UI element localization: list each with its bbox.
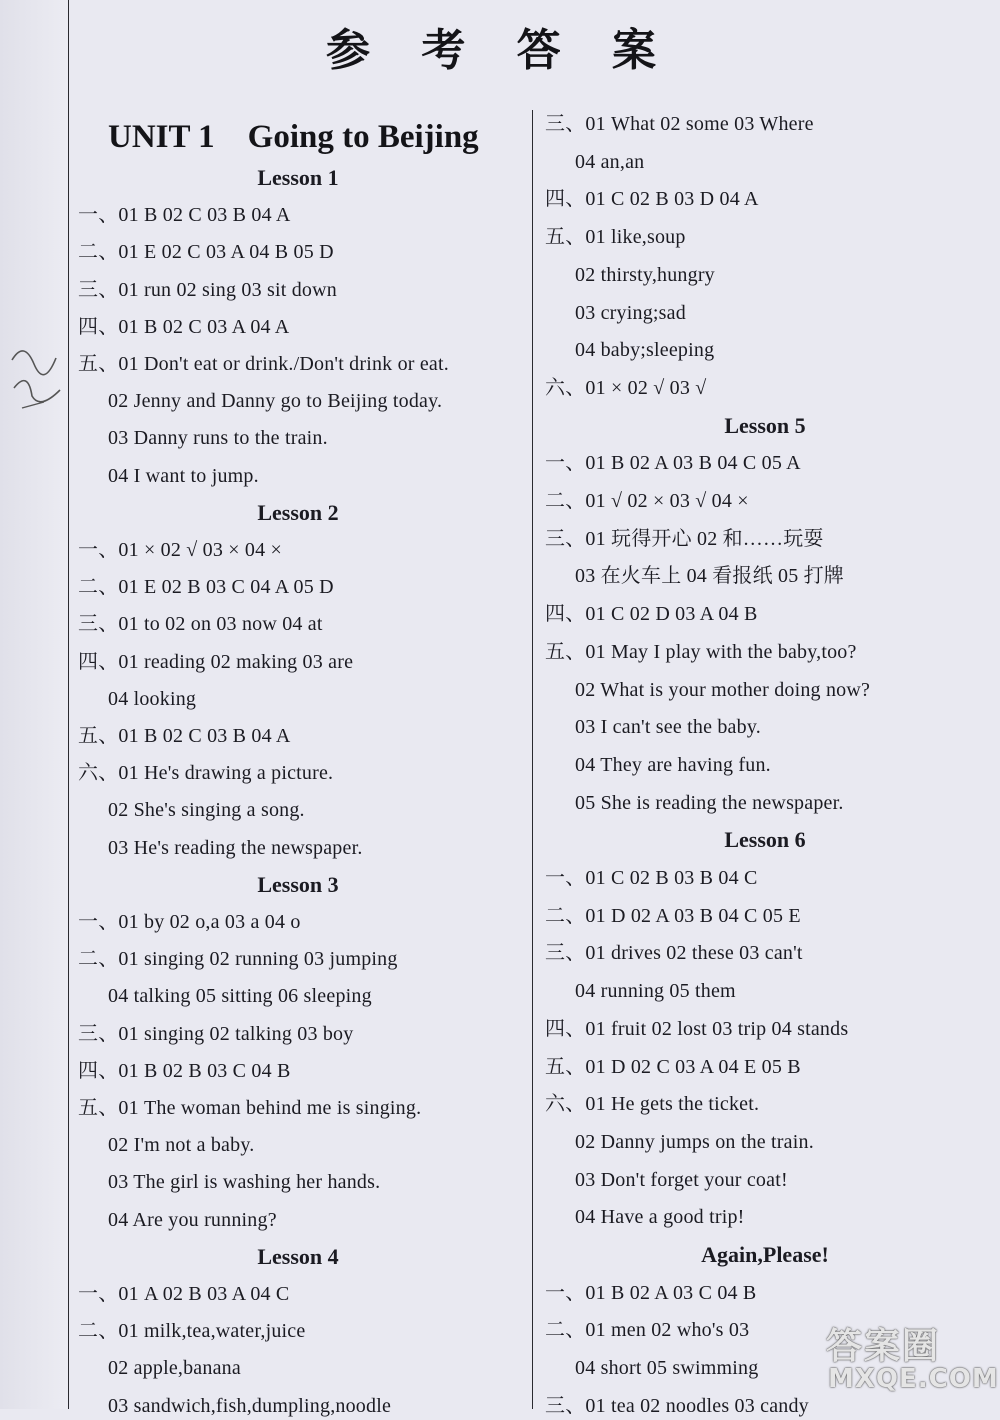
answer-line: 四、01 B 02 B 03 C 04 B xyxy=(78,1059,291,1082)
answer-line: 六、01 × 02 √ 03 √ xyxy=(545,376,707,399)
column-divider xyxy=(532,110,533,1409)
answer-line: 03 I can't see the baby. xyxy=(575,716,761,739)
answer-line: 02 Jenny and Danny go to Beijing today. xyxy=(108,390,443,413)
answer-line: 三、01 tea 02 noodles 03 candy xyxy=(545,1394,809,1417)
answer-line: 05 She is reading the newspaper. xyxy=(575,791,844,814)
unit-title: UNIT 1 Going to Beijing xyxy=(108,119,479,155)
answer-line: 一、01 A 02 B 03 A 04 C xyxy=(78,1283,290,1305)
binding-margin xyxy=(0,0,69,1409)
answer-line: 04 an,an xyxy=(575,150,645,173)
answer-line: 三、01 run 02 sing 03 sit down xyxy=(78,278,337,301)
lesson-heading: Lesson 1 xyxy=(257,165,339,190)
answer-line: 五、01 like,soup xyxy=(545,226,686,249)
answer-line: 三、01 to 02 on 03 now 04 at xyxy=(78,613,323,636)
lesson-heading: Lesson 6 xyxy=(724,827,806,853)
answer-line: 三、01 玩得开心 02 和……玩耍 xyxy=(545,527,824,550)
answer-line: 四、01 B 02 C 03 A 04 A xyxy=(78,315,290,338)
answer-line: 六、01 He gets the ticket. xyxy=(545,1093,760,1116)
answer-line: 二、01 E 02 B 03 C 04 A 05 D xyxy=(78,576,334,599)
lesson-heading: Lesson 2 xyxy=(257,499,339,525)
answer-line: 02 I'm not a baby. xyxy=(108,1134,255,1157)
answer-line: 一、01 C 02 B 03 B 04 C xyxy=(545,867,758,889)
answer-line: 三、01 drives 02 these 03 can't xyxy=(545,942,803,965)
page-title: 参 考 答 案 xyxy=(326,25,674,76)
answer-line: 04 They are having fun. xyxy=(575,753,771,776)
answer-line: 04 Are you running? xyxy=(108,1208,277,1231)
answer-line: 03 crying;sad xyxy=(575,301,686,324)
answer-line: 二、01 men 02 who's 03 xyxy=(545,1319,750,1342)
answer-line: 一、01 B 02 C 03 B 04 A xyxy=(78,204,291,227)
answer-line: 04 baby;sleeping xyxy=(575,339,715,362)
answer-line: 四、01 fruit 02 lost 03 trip 04 stands xyxy=(545,1017,849,1040)
answer-line: 二、01 milk,tea,water,juice xyxy=(78,1320,306,1343)
answer-line: 五、01 Don't eat or drink./Don't drink or eat. xyxy=(78,353,449,375)
answer-line: 二、01 D 02 A 03 B 04 C 05 E xyxy=(545,904,801,927)
watermark-sub: MXQE.COM xyxy=(828,1364,999,1394)
watermark-main: 答案圈 xyxy=(826,1326,941,1367)
answer-line: 04 I want to jump. xyxy=(108,464,259,487)
answer-line: 三、01 What 02 some 03 Where xyxy=(545,113,814,135)
answer-line: 03 Don't forget your coat! xyxy=(575,1168,788,1191)
answer-line: 五、01 B 02 C 03 B 04 A xyxy=(78,725,291,747)
watermark-logo xyxy=(822,1318,999,1400)
answer-line: 04 short 05 swimming xyxy=(575,1357,759,1380)
answer-line: 02 She's singing a song. xyxy=(108,799,305,822)
answer-line: 二、01 E 02 C 03 A 04 B 05 D xyxy=(78,241,334,264)
answer-line: 一、01 B 02 A 03 B 04 C 05 A xyxy=(545,452,801,475)
answer-line: 五、01 D 02 C 03 A 04 E 05 B xyxy=(545,1055,801,1078)
lesson-heading: Lesson 4 xyxy=(257,1243,339,1269)
lesson-heading: Lesson 5 xyxy=(724,412,806,438)
answer-line: 04 Have a good trip! xyxy=(575,1206,745,1229)
answer-line: 六、01 He's drawing a picture. xyxy=(78,762,334,785)
answer-line: 一、01 by 02 o,a 03 a 04 o xyxy=(78,911,301,933)
lesson-heading: Again,Please! xyxy=(701,1242,829,1267)
answer-line: 三、01 singing 02 talking 03 boy xyxy=(78,1022,354,1045)
lesson-heading: Lesson 3 xyxy=(257,871,339,897)
answer-line: 五、01 May I play with the baby,too? xyxy=(545,640,857,663)
answer-line: 04 looking xyxy=(108,687,197,710)
answer-line: 四、01 C 02 B 03 D 04 A xyxy=(545,188,759,211)
answer-line: 四、01 reading 02 making 03 are xyxy=(78,650,354,673)
answer-line: 02 What is your mother doing now? xyxy=(575,678,871,701)
answer-line: 四、01 C 02 D 03 A 04 B xyxy=(545,603,758,626)
answer-line: 五、01 The woman behind me is singing. xyxy=(78,1097,422,1119)
answer-line: 03 He's reading the newspaper. xyxy=(108,836,363,859)
answer-line: 03 The girl is washing her hands. xyxy=(108,1171,381,1194)
answer-line: 一、01 × 02 √ 03 × 04 × xyxy=(78,539,283,561)
answer-line: 04 running 05 them xyxy=(575,980,736,1003)
answer-line: 一、01 B 02 A 03 C 04 B xyxy=(545,1281,757,1304)
answer-line: 02 apple,banana xyxy=(108,1357,241,1380)
answer-line: 03 Danny runs to the train. xyxy=(108,427,328,450)
answer-line: 02 thirsty,hungry xyxy=(575,263,715,286)
answer-line: 04 talking 05 sitting 06 sleeping xyxy=(108,985,372,1008)
answer-line: 02 Danny jumps on the train. xyxy=(575,1130,814,1153)
answer-line: 03 sandwich,fish,dumpling,noodle xyxy=(108,1394,392,1417)
answer-line: 二、01 √ 02 × 03 √ 04 × xyxy=(545,490,749,512)
answer-line: 03 在火车上 04 看报纸 05 打牌 xyxy=(575,565,844,588)
answer-line: 二、01 singing 02 running 03 jumping xyxy=(78,948,398,971)
handwritten-scribble-icon xyxy=(4,330,68,430)
